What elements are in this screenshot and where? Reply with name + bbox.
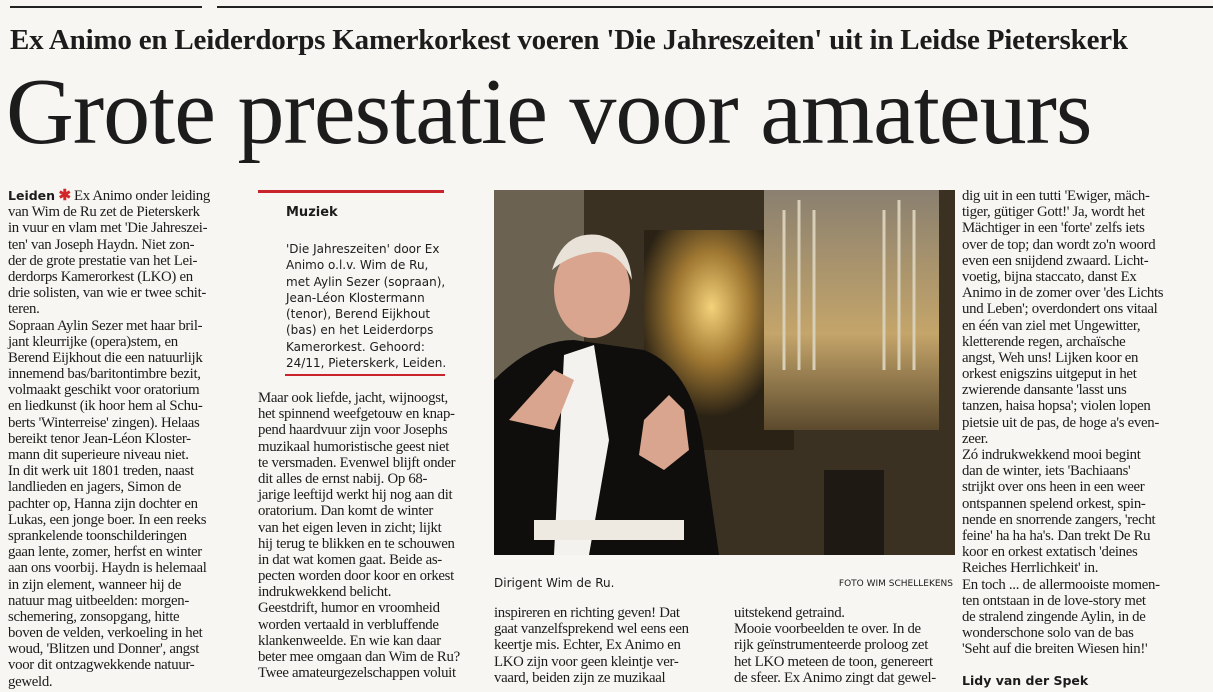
article-column-2 [258, 390, 460, 681]
text-line: klankenweelde. En wie kan daar [258, 632, 441, 649]
text-line: volmaakt geschikt voor oratorium [8, 382, 200, 399]
text-line: kletterende regen, archaïsche [962, 333, 1126, 350]
text-line: Mächtiger in een 'forte' zelfs iets [962, 220, 1145, 237]
text-line: bereikt tenor Jean-Léon Kloster- [8, 430, 191, 447]
text-line: ten' van Joseph Haydn. Niet zon- [8, 236, 195, 253]
article-column-4 [734, 605, 936, 686]
text-line: ontspannen spelend orkest, spin- [962, 495, 1146, 512]
top-rule-left [10, 6, 202, 8]
text-line: van het eigen leven in zicht; lijkt [258, 519, 442, 536]
text-line: landlieden en jagers, Simon de [8, 479, 182, 496]
text-line: Sopraan Aylin Sezer met haar bril- [8, 317, 203, 334]
text-line: Maar ook liefde, jacht, wijnoogst, [258, 390, 448, 406]
text-line: het spinnend weefgetouw en knap- [258, 406, 455, 423]
infobox-bottom-rule [285, 374, 445, 376]
text-line: boven de velden, verkoeling in het [8, 625, 203, 642]
text-line: beter mee omgaan dan Wim de Ru? [258, 649, 460, 665]
infobox-line: (tenor), Berend Eijkhout [286, 307, 431, 322]
text-line: in zijn element, wanneer hij de [8, 576, 182, 593]
text-line: Mooie voorbeelden te over. In de [734, 621, 921, 638]
text-line: Berend Eijkhout die een natuurlijk [8, 349, 203, 366]
text-line: tanzen, haisa hopsa'; violen lopen [962, 398, 1151, 415]
text-line: voetig, bijna staccato, danst Ex [962, 268, 1137, 285]
conductor-photo [494, 190, 955, 555]
text-line: pietsie uit de pas, de hoge a's even- [962, 414, 1160, 431]
text-line: tiger, gütiger Gott!' Ja, wordt het [962, 204, 1145, 221]
dateline: Leiden [8, 188, 56, 203]
text-line: natuur mag uitbeelden: morgen- [8, 592, 189, 609]
text-line: orkest enigszins uitgeput in het [962, 366, 1137, 383]
text-line: de sfeer. Ex Animo zingt dat gewel- [734, 669, 936, 686]
text-line: innemend bas/baritontimbre bezit, [8, 366, 201, 383]
text-line: Twee amateurgezelschappen voluit [258, 665, 456, 682]
text-line: Lukas, een jonge boer. In een reeks [8, 511, 207, 528]
text-line: feine' ha ha ha's. Dan trekt De Ru [962, 527, 1151, 544]
infobox-line: Jean-Léon Klostermann [286, 290, 425, 305]
text-line: Geestdrift, humor en vroomheid [258, 600, 440, 617]
text-line: der de grote prestatie van het Lei- [8, 252, 198, 269]
text-line: wonderschone solo van de bas [962, 625, 1134, 642]
text-line: even een snijdend zwaard. Licht- [962, 252, 1149, 269]
text-line: LKO zijn voor geen kleintje ver- [494, 653, 679, 670]
text-line: te versmaden. Evenwel blijft onder [258, 454, 456, 471]
text-line: oratorium. Dan komt de winter [258, 503, 433, 520]
photo-credit: FOTO WIM SCHELLEKENS [838, 579, 953, 589]
text-line: in vuur en vlam met 'Die Jahreszei- [8, 220, 208, 237]
infobox-line: Animo o.l.v. Wim de Ru, [286, 258, 429, 273]
text-line: rijk geïnstrumenteerde proloog zet [734, 637, 929, 654]
text-line: uitstekend getraind. [734, 605, 845, 621]
text-line: und Leben'; overdondert ons vitaal [962, 301, 1158, 318]
text-line: 'Seht auf die breiten Wiesen hin!' [962, 641, 1148, 658]
text-line: zeer. [962, 430, 989, 447]
infobox-line: 'Die Jahreszeiten' door Ex [286, 242, 440, 256]
text-line: voor dit ontzagwekkende natuur- [8, 657, 195, 674]
infobox-top-rule [258, 190, 444, 193]
text-line-text: Ex Animo onder leiding [73, 188, 210, 204]
infobox-text [286, 241, 446, 371]
article-author: Lidy van der Spek [962, 673, 1089, 688]
text-line: En toch ... de allermooiste momen- [962, 576, 1160, 593]
text-line: keertje mis. Echter, Ex Animo en [494, 637, 681, 654]
text-line: jant kleurrijke (opera)stem, en [8, 333, 178, 350]
text-line: pachter op, Hanna zijn dochter en [8, 495, 198, 512]
text-line: gaat vanzelfsprekend wel eens een [494, 621, 689, 638]
text-line: zwierende dansante 'lasst uns [962, 382, 1127, 399]
text-line: sprankelende toonschilderingen [8, 527, 187, 544]
article-headline: Grote prestatie voor amateurs [6, 60, 1092, 164]
text-line: derdorps Kamerorkest (LKO) en [8, 268, 193, 285]
text-line: strijkt over ons heen in een weer [962, 479, 1145, 496]
text-line: van Wim de Ru zet de Pieterskerk [8, 204, 200, 221]
article-column-5 [962, 188, 1163, 657]
infobox-line: (bas) en het Leiderdorps [286, 323, 434, 338]
text-line: het LKO meteen de toon, genereert [734, 653, 933, 670]
text-line: pecten worden door koor en orkest [258, 568, 454, 585]
infobox-line: Kamerorkest. Gehoord: [286, 339, 425, 354]
article-column-1 [8, 188, 210, 690]
text-line: inspireren en richting geven! Dat [494, 605, 680, 621]
text-line: muzikaal humoristische geest niet [258, 438, 450, 455]
text-line: koor en orkest extatisch 'deines [962, 544, 1138, 561]
text-line: ten ontstaan in de love-story met [962, 592, 1146, 609]
text-line: Reiches Herrlichkeit' in. [962, 560, 1099, 577]
text-line: vaard, beiden zijn ze muzikaal [494, 669, 666, 686]
text-line: Zó indrukwekkend mooi begint [962, 447, 1141, 463]
text-line: pend haardvuur zijn voor Josephs [258, 422, 448, 439]
text-line: gaan lente, zomer, herfst en winter [8, 544, 202, 561]
text-line: mann dit superieure niveau niet. [8, 447, 189, 463]
text-line: In dit werk uit 1801 treden, naast [8, 463, 194, 480]
asterisk-icon: ✱ [55, 188, 74, 204]
text-line: en liedkunst (ik hoor hem al Schu- [8, 398, 203, 415]
infobox-line: 24/11, Pieterskerk, Leiden. [286, 356, 447, 371]
text-line: drie solisten, van wie er twee schit- [8, 285, 207, 302]
text-line: in dat wat komen gaat. Beide as- [258, 551, 442, 568]
text-line: dan de winter, iets 'Bachiaans' [962, 463, 1131, 480]
text-line: geweld. [8, 673, 53, 690]
text-line: angst, Weh uns! Lijken koor en [962, 349, 1139, 366]
article-column-3 [494, 605, 689, 686]
infobox-line: met Aylin Sezer (sopraan), [286, 274, 446, 289]
text-line: schemering, zonsopgang, hitte [8, 608, 180, 625]
top-rule-right [217, 6, 1213, 8]
text-line: Animo in de zomer over 'des Lichts [962, 285, 1164, 302]
text-line: over de top; dan wordt zo'n woord [962, 236, 1156, 253]
text-line: teren. [8, 301, 40, 318]
text-line: worden vertaald in verbluffende [258, 616, 439, 633]
article-kicker: Ex Animo en Leiderdorps Kamerkorkest voeren 'Die Jahreszeiten' uit in Leidse Pieterskerk [10, 24, 1128, 56]
text-line [8, 188, 210, 204]
text-line: hij terug te blikken en te schouwen [258, 535, 455, 552]
text-line: dig uit in een tutti 'Ewiger, mäch- [962, 188, 1150, 204]
text-line: de stralend zingende Aylin, in de [962, 608, 1146, 625]
text-line: nende en snorrende zangers, 'recht [962, 511, 1156, 528]
photo-caption: Dirigent Wim de Ru. [494, 576, 615, 590]
text-line: jarige leeftijd werkt hij nog aan dit [258, 487, 453, 504]
text-line: aan ons voorbij. Haydn is helemaal [8, 560, 207, 577]
text-line: woud, 'Blitzen und Donner', angst [8, 641, 200, 658]
infobox-title: Muziek [286, 205, 338, 220]
text-line: en één van ziel met Ungewitter, [962, 317, 1141, 334]
text-line: berts 'Winterreise' zingen). Helaas [8, 414, 200, 431]
text-line: dit alles de ernst nabij. Op 68- [258, 470, 428, 487]
text-line: indrukwekkend belicht. [258, 584, 392, 601]
